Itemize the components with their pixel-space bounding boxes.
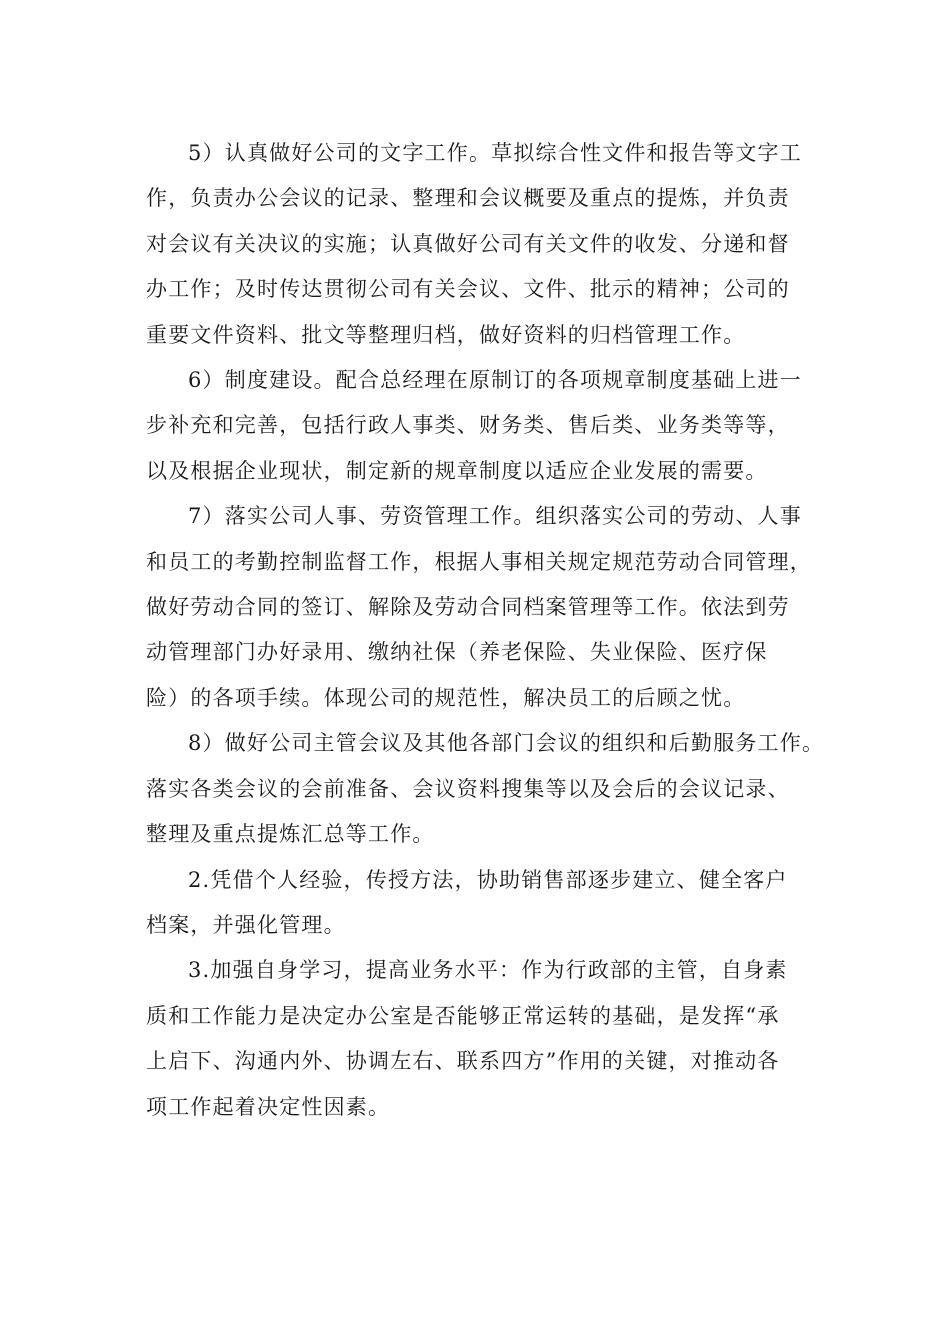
text-line: 6）制度建设。配合总经理在原制订的各项规章制度基础上进一 <box>188 368 802 393</box>
text-line: 项工作起着决定性因素。 <box>146 1094 391 1119</box>
text-line: 动管理部门办好录用、缴纳社保（养老保险、失业保险、医疗保 <box>146 640 768 665</box>
text-line: 上启下、沟通内外、协调左右、联系四方”作用的关键，对推动各 <box>146 1049 780 1074</box>
paragraph-section-2-customer-files <box>146 858 806 949</box>
text-line: 重要文件资料、批文等整理归档，做好资料的归档管理工作。 <box>146 322 746 347</box>
text-line: 落实各类会议的会前准备、会议资料搜集等以及会后的会议记录、 <box>146 776 790 801</box>
text-line: 对会议有关决议的实施；认真做好公司有关文件的收发、分递和督 <box>146 231 790 256</box>
paragraph-item-5-writing <box>146 131 806 358</box>
text-line: 做好劳动合同的签订、解除及劳动合同档案管理等工作。依法到劳 <box>146 595 790 620</box>
paragraph-item-8-meetings <box>146 721 825 857</box>
text-line: 3.加强自身学习，提高业务水平：作为行政部的主管，自身素 <box>188 958 788 983</box>
paragraph-item-6-system-building <box>146 358 806 494</box>
paragraph-section-3-self-learning <box>146 948 806 1130</box>
text-line: 作，负责办公会议的记录、整理和会议概要及重点的提炼，并负责 <box>146 186 790 211</box>
document-body <box>146 131 825 1130</box>
text-line: 档案，并强化管理。 <box>146 912 346 937</box>
text-line: 办工作；及时传达贯彻公司有关会议、文件、批示的精神；公司的 <box>146 277 790 302</box>
text-line: 2.凭借个人经验，传授方法，协助销售部逐步建立、健全客户 <box>188 867 788 892</box>
text-line: 以及根据企业现状，制定新的规章制度以适应企业发展的需要。 <box>146 458 768 483</box>
text-line: 质和工作能力是决定办公室是否能够正常运转的基础，是发挥“承 <box>146 1003 780 1028</box>
text-line: 步补充和完善，包括行政人事类、财务类、售后类、业务类等等， <box>146 413 790 438</box>
text-line: 整理及重点提炼汇总等工作。 <box>146 822 435 847</box>
text-line: 险）的各项手续。体现公司的规范性，解决员工的后顾之忧。 <box>146 685 746 710</box>
text-line: 7）落实公司人事、劳资管理工作。组织落实公司的劳动、人事 <box>188 504 802 529</box>
text-line: 8）做好公司主管会议及其他各部门会议的组织和后勤服务工作。 <box>188 731 825 756</box>
paragraph-item-7-personnel <box>146 494 812 721</box>
text-line: 和员工的考勤控制监督工作，根据人事相关规定规范劳动合同管理， <box>146 549 812 574</box>
text-line: 5）认真做好公司的文字工作。草拟综合性文件和报告等文字工 <box>188 141 802 165</box>
